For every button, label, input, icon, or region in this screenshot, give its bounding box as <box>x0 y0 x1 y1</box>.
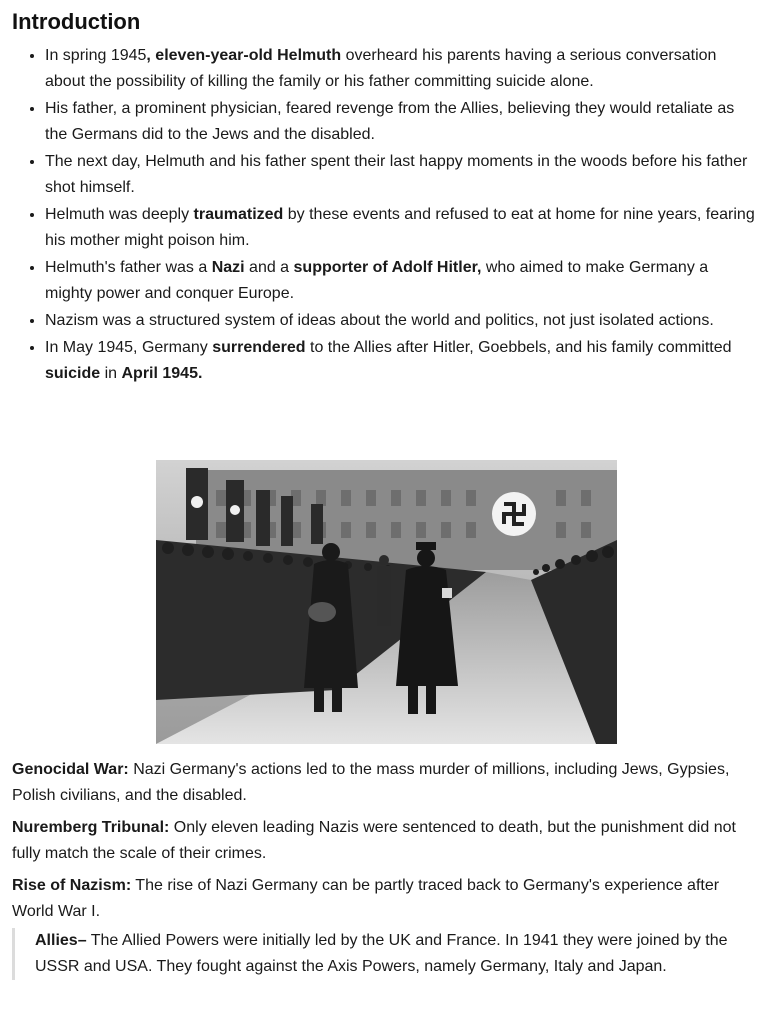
text-segment: Helmuth's father was a <box>45 259 212 276</box>
photograph-icon <box>156 460 617 744</box>
text-segment: Nazism was a structured system of ideas about the world and politics, not just isolated actions. <box>45 312 714 329</box>
list-item <box>45 148 756 201</box>
list-item <box>45 42 756 95</box>
text-segment: overheard his parents having a serious conversation about the possibility of killing the family or his father committing suicide alone. <box>45 47 717 90</box>
text-segment: The next day, Helmuth and his father spent their last happy moments in the woods before his father shot himself. <box>45 153 748 196</box>
text-segment: Helmuth was deeply <box>45 206 194 223</box>
list-item <box>45 307 756 334</box>
paragraph <box>12 815 752 867</box>
text-segment: to the Allies after Hitler, Goebbels, and his family committed <box>305 339 732 356</box>
bold-text: April 1945. <box>121 365 203 382</box>
bold-text: suicide <box>45 365 101 382</box>
bullet-list <box>12 42 756 387</box>
paragraph-text: Only eleven leading Nazis were sentenced to death, but the punishment did not fully match the scale of their crimes. <box>12 819 736 862</box>
list-item <box>45 95 756 148</box>
list-item <box>45 201 756 254</box>
text-segment: by these events and refused to eat at home for nine years, fearing his mother might poison him. <box>45 206 755 249</box>
text-segment: and a <box>244 259 294 276</box>
list-item <box>45 334 756 387</box>
term-label: Rise of Nazism: <box>12 877 132 894</box>
historical-photograph <box>156 460 617 744</box>
quote-text: The Allied Powers were initially led by the UK and France. In 1941 they were joined by the USSR and USA. They fought against the Axis Powers, namely Germany, Italy and Japan. <box>35 932 728 975</box>
text-segment: in <box>100 365 122 382</box>
paragraph <box>12 873 752 925</box>
bold-text: traumatized <box>193 206 284 223</box>
text-segment: who aimed to make Germany a mighty power and conquer Europe. <box>45 259 709 302</box>
text-segment: In spring 1945 <box>45 47 147 64</box>
bold-text: surrendered <box>212 339 306 356</box>
page-title: Introduction <box>12 9 141 34</box>
term-label: Allies– <box>35 932 87 949</box>
list-item <box>45 254 756 307</box>
blockquote <box>12 928 752 980</box>
bold-text: Nazi <box>211 259 245 276</box>
paragraph <box>12 757 752 809</box>
bold-text: , eleven-year-old Helmuth <box>146 47 342 64</box>
bold-text: supporter of Adolf Hitler, <box>293 259 482 276</box>
term-label: Nuremberg Tribunal: <box>12 819 170 836</box>
text-segment: His father, a prominent physician, feared revenge from the Allies, believing they would retaliate as the Germans did to the Jews and the disabled. <box>45 100 735 143</box>
text-segment: In May 1945, Germany <box>45 339 213 356</box>
paragraph-text: The rise of Nazi Germany can be partly traced back to Germany's experience after World War I. <box>12 877 720 920</box>
paragraph-text: Nazi Germany's actions led to the mass murder of millions, including Jews, Gypsies, Polish civilians, and the disabled. <box>12 761 730 804</box>
term-label: Genocidal War: <box>12 761 129 778</box>
